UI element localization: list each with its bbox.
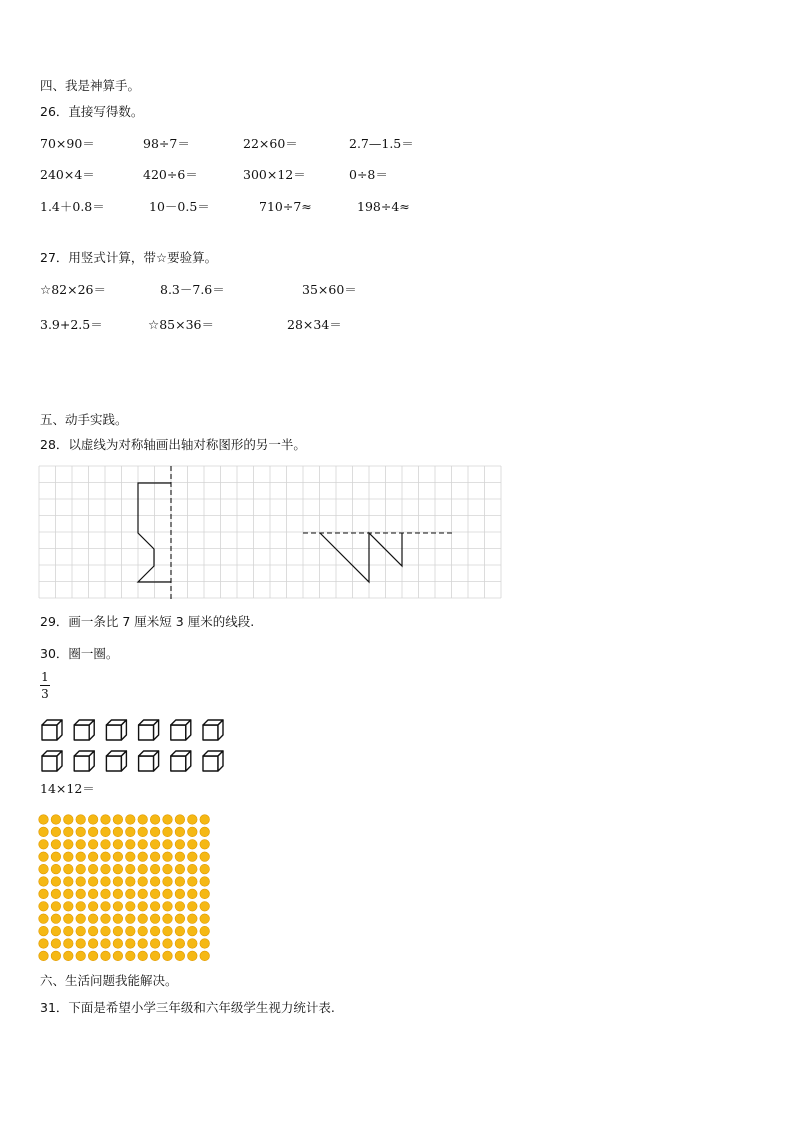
dot [76,815,86,825]
dot [175,852,185,862]
dot [88,951,98,961]
dot [126,827,136,837]
dot [188,852,198,862]
dot [101,840,111,850]
dot [39,926,49,936]
question-30-title: 30．圈一圈。 [40,646,119,661]
dot [150,926,160,936]
dot [188,914,198,924]
q26-item: 2.7—1.5＝ [349,136,414,151]
q26-item: 1.4＋0.8＝ [40,199,105,214]
dot [76,827,86,837]
dot [188,902,198,912]
dot [113,864,123,874]
dot [88,852,98,862]
q26-item: 300×12＝ [243,167,306,182]
dot [138,840,148,850]
q30-expression: 14×12＝ [40,781,95,796]
q26-item: 0÷8＝ [349,167,388,182]
dot [188,877,198,887]
dot [101,864,111,874]
q27-item: ☆85×36＝ [148,317,214,332]
dot [51,914,61,924]
dot [150,939,160,949]
q26-item: 70×90＝ [40,136,95,151]
dot [64,951,74,961]
dot [76,877,86,887]
dot [39,939,49,949]
dot [88,864,98,874]
dot [163,914,173,924]
dot [101,827,111,837]
dot [51,852,61,862]
question-27-title: 27．用竖式计算，带☆要验算。 [40,250,218,265]
dot [51,902,61,912]
dot [188,926,198,936]
dot [150,902,160,912]
dot [88,827,98,837]
dot [39,827,49,837]
dot [175,951,185,961]
dot [126,864,136,874]
dot [163,926,173,936]
dot [150,815,160,825]
dot [88,889,98,899]
dot [150,951,160,961]
dot [76,852,86,862]
dot [138,951,148,961]
dot [175,840,185,850]
dot [76,951,86,961]
q26-item: 240×4＝ [40,167,95,182]
dot [39,889,49,899]
dot [76,939,86,949]
dot [150,889,160,899]
dot [76,914,86,924]
q27-item: 28×34＝ [287,317,342,332]
dot [175,864,185,874]
dot [51,939,61,949]
dot [88,902,98,912]
fraction-numerator: 1 [41,670,49,684]
dot [64,889,74,899]
dot [200,827,210,837]
dot [126,815,136,825]
dot [138,815,148,825]
dot [188,815,198,825]
dot [138,889,148,899]
dot [200,815,210,825]
dot [64,877,74,887]
dot [175,926,185,936]
dot [175,939,185,949]
dot [51,877,61,887]
dot [200,889,210,899]
dot [76,902,86,912]
q26-item: 98÷7＝ [143,136,190,151]
dot [138,902,148,912]
dot [113,902,123,912]
dot [51,951,61,961]
section-6-title: 六、生活问题我能解决。 [40,973,178,988]
fraction-denominator: 3 [41,687,49,701]
dot [76,840,86,850]
dot [150,852,160,862]
dot [138,877,148,887]
dot [150,827,160,837]
dot [113,889,123,899]
dot [126,902,136,912]
dot [88,926,98,936]
dot [150,914,160,924]
dot [101,914,111,924]
dot [64,939,74,949]
dot [163,827,173,837]
dot [88,815,98,825]
dot [138,852,148,862]
dot [51,889,61,899]
dot [163,951,173,961]
dot [175,902,185,912]
dot [188,840,198,850]
dot [138,827,148,837]
dot [113,914,123,924]
dot [188,951,198,961]
dot [39,815,49,825]
dot [39,914,49,924]
dot [175,815,185,825]
dot [101,902,111,912]
question-28-title: 28．以虚线为对称轴画出轴对称图形的另一半。 [40,437,306,452]
dot [51,840,61,850]
dot [101,877,111,887]
q26-item: 22×60＝ [243,136,298,151]
q27-item: 35×60＝ [302,282,357,297]
dot [126,889,136,899]
dot [200,939,210,949]
dot [188,864,198,874]
dot [39,864,49,874]
section-4-title: 四、我是神算手。 [40,78,141,93]
dot [175,914,185,924]
section-5-title: 五、动手实践。 [40,412,128,427]
dot [39,877,49,887]
dot [88,840,98,850]
dot [200,840,210,850]
dot [163,939,173,949]
dot [64,840,74,850]
dot [64,852,74,862]
dot [188,889,198,899]
dot [64,902,74,912]
dot [138,914,148,924]
dot [126,914,136,924]
dot [113,939,123,949]
dot [150,840,160,850]
dot-array [39,815,210,961]
dot [88,914,98,924]
dot [126,926,136,936]
dot [101,951,111,961]
dot [188,827,198,837]
dot [126,852,136,862]
dot [101,889,111,899]
dot [113,827,123,837]
dot [163,889,173,899]
q26-item: 420÷6＝ [143,167,198,182]
q27-item: 3.9+2.5＝ [40,317,103,332]
dot [76,926,86,936]
dot [138,939,148,949]
q27-item: ☆82×26＝ [40,282,106,297]
dot [163,864,173,874]
dot [175,877,185,887]
dot [113,926,123,936]
dot [200,877,210,887]
dot [163,852,173,862]
dot [51,864,61,874]
dot [138,926,148,936]
dot [200,852,210,862]
dot [76,864,86,874]
q27-item: 8.3－7.6＝ [160,282,225,297]
dot [126,939,136,949]
dot [150,877,160,887]
dot [39,902,49,912]
dot [88,877,98,887]
dot [138,864,148,874]
dot [126,840,136,850]
dot [64,827,74,837]
q26-item: 710÷7≈ [259,199,312,214]
dot [101,815,111,825]
dot [64,926,74,936]
dot [101,926,111,936]
dot [64,864,74,874]
dot [113,951,123,961]
question-29-title: 29．画一条比 7 厘米短 3 厘米的线段. [40,614,255,629]
dot [76,889,86,899]
dot [88,939,98,949]
dot [200,951,210,961]
dot [150,864,160,874]
q26-item: 10－0.5＝ [149,199,210,214]
dot [200,926,210,936]
dot [163,815,173,825]
dot [188,939,198,949]
dot [126,951,136,961]
dot [39,951,49,961]
q26-item: 198÷4≈ [357,199,410,214]
dot [113,877,123,887]
dot [175,889,185,899]
dot [39,840,49,850]
dot [51,926,61,936]
dot [200,902,210,912]
dot [51,815,61,825]
dot [200,864,210,874]
dot [51,827,61,837]
dot [126,877,136,887]
dot [175,827,185,837]
question-26-title: 26．直接写得数。 [40,104,144,119]
dot [113,852,123,862]
dot [200,914,210,924]
question-31-title: 31．下面是希望小学三年级和六年级学生视力统计表. [40,1000,335,1015]
dot [64,815,74,825]
dot [163,902,173,912]
dot [163,840,173,850]
dot [39,852,49,862]
dot [101,852,111,862]
dot [64,914,74,924]
dot [101,939,111,949]
dot [113,840,123,850]
dot [113,815,123,825]
dot [163,877,173,887]
